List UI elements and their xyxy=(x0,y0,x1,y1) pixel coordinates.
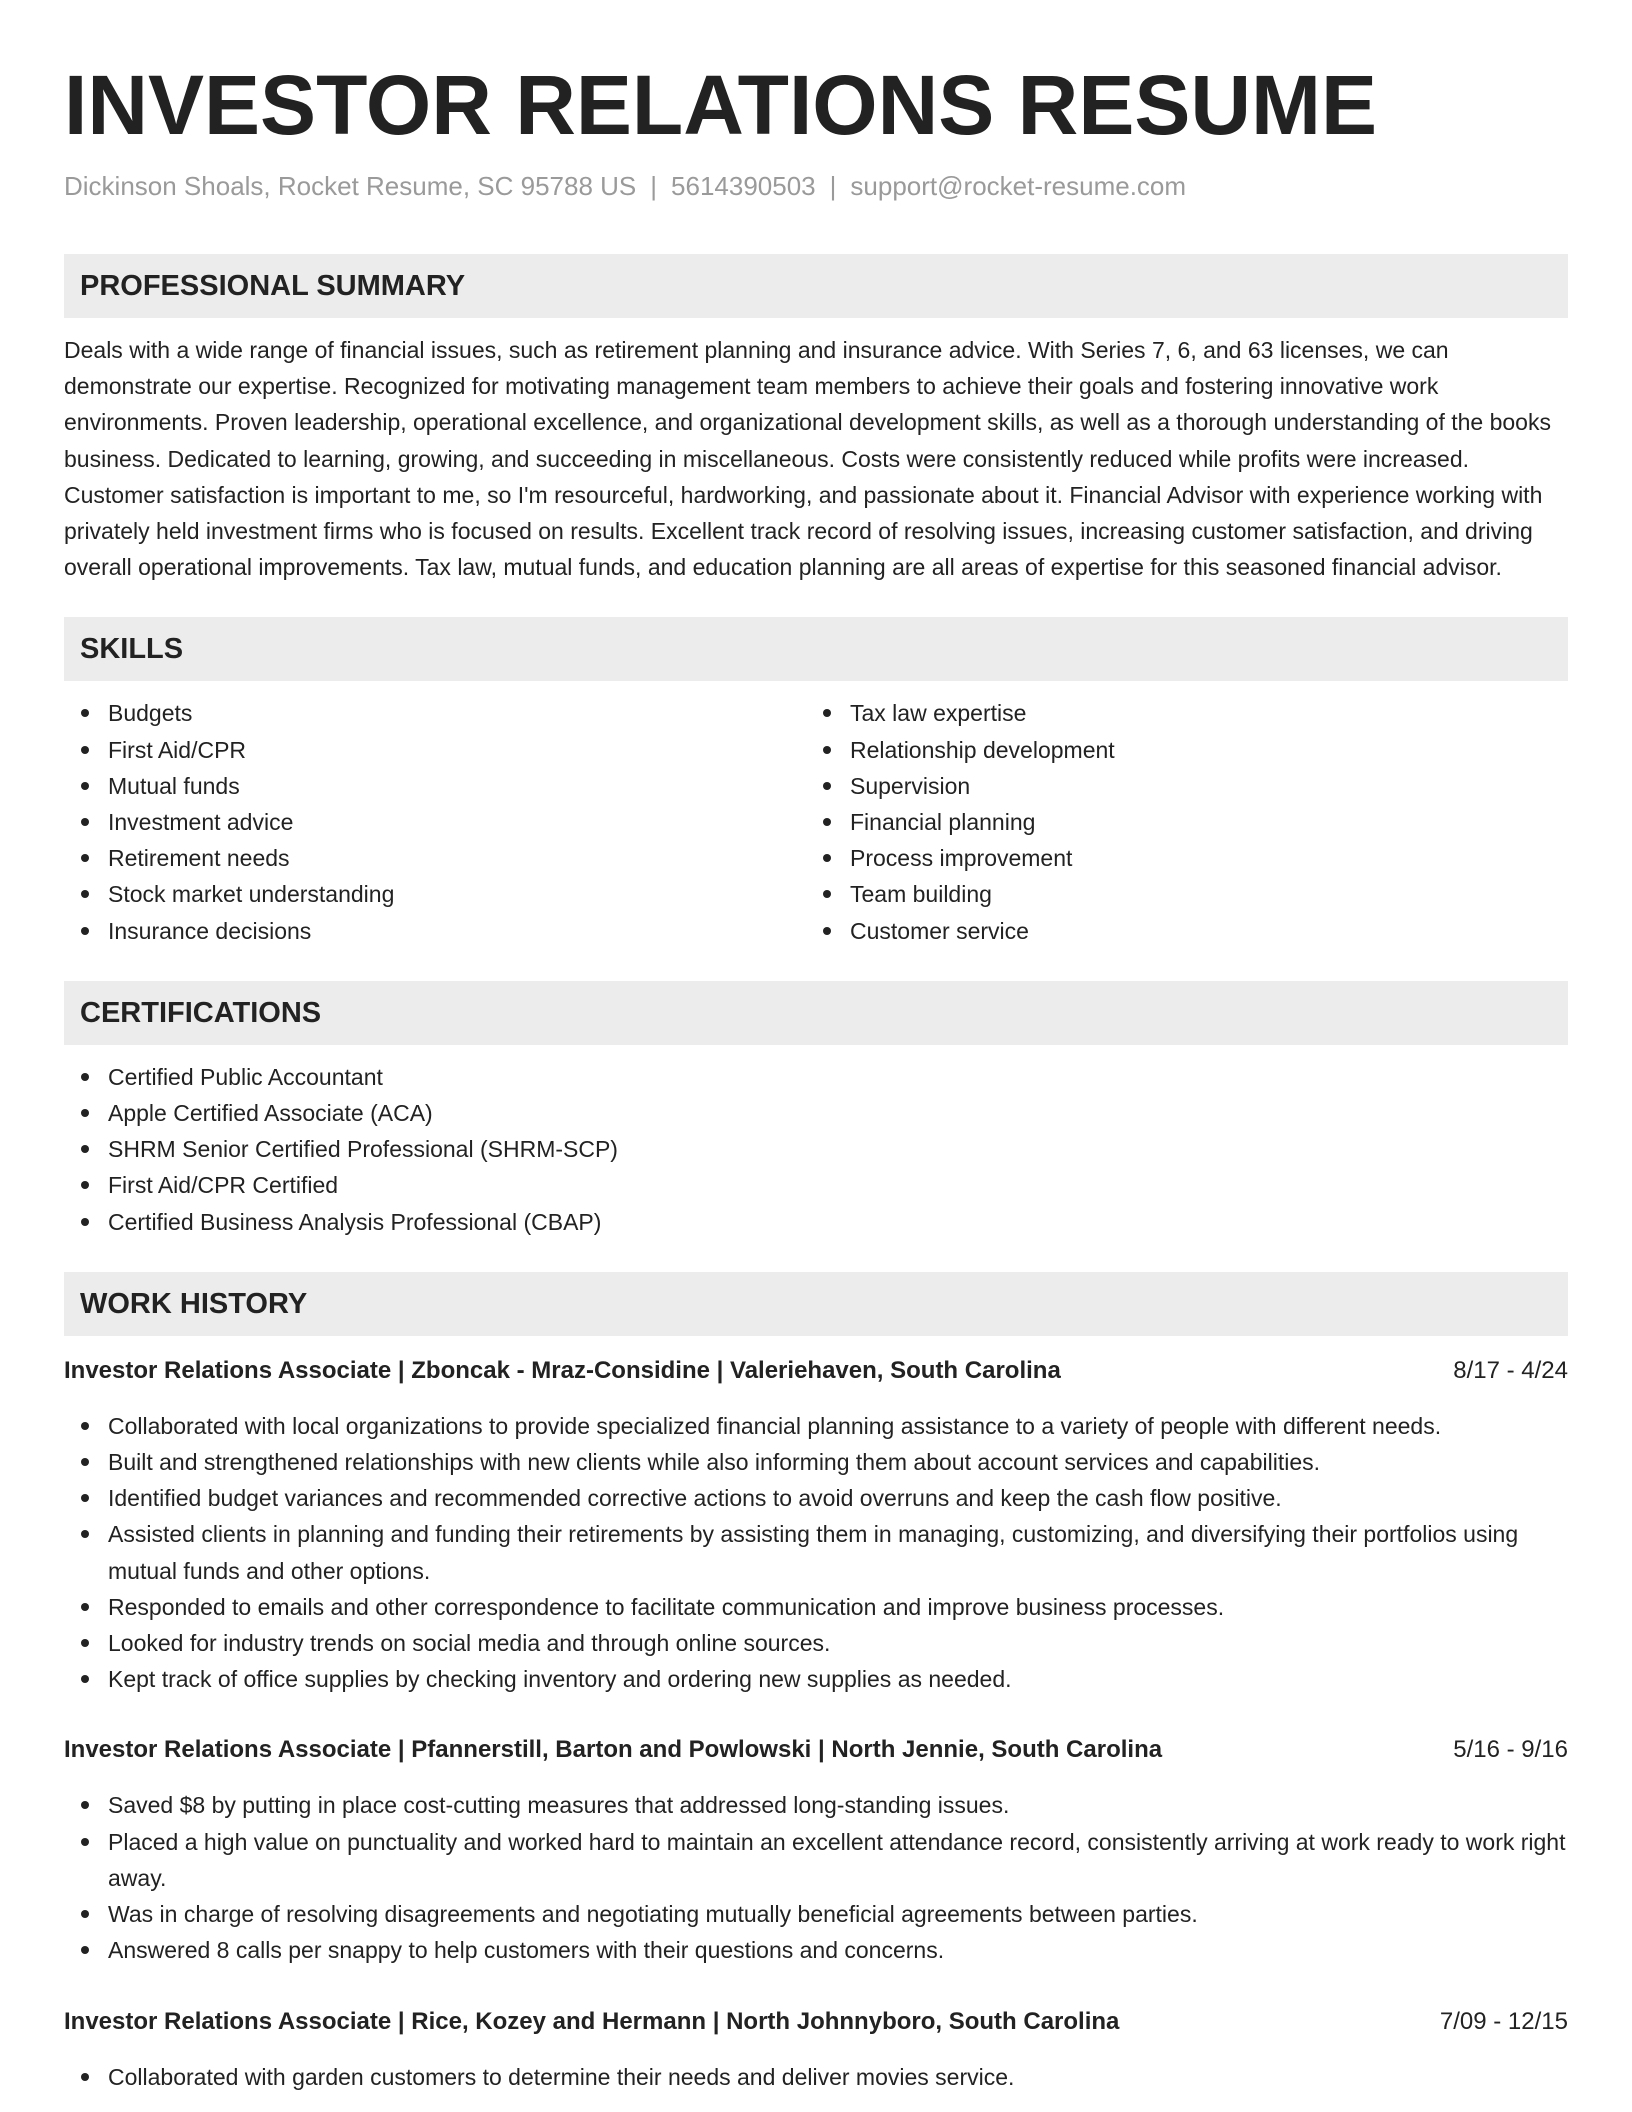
skill-item: Financial planning xyxy=(806,804,1548,840)
job-bullet: Collaborated with garden customers to determine their needs and deliver movies service. xyxy=(64,2059,1568,2095)
job-bullets xyxy=(64,1408,1568,1698)
job-bullet: Built and strengthened relationships with new clients while also informing them about account services and capabilities. xyxy=(64,1444,1568,1480)
certification-item: First Aid/CPR Certified xyxy=(64,1167,1568,1203)
job-title: Investor Relations Associate | Zboncak - Mraz-Considine | Valeriehaven, South Carolina xyxy=(64,1356,1061,1384)
skills-list-left xyxy=(64,695,806,948)
job-bullet: Assisted clients in planning and funding their retirements by assisting them in managing, customizing, and diversifying their portfolios using mutual funds and other options. xyxy=(64,1516,1568,1588)
job-bullet: Saved $8 by putting in place cost-cutting measures that addressed long-standing issues. xyxy=(64,1787,1568,1823)
skill-item: Budgets xyxy=(64,695,806,731)
summary-text: Deals with a wide range of financial issues, such as retirement planning and insurance advice. With Series 7, 6, and 63 licenses, we can demonstrate our expertise. Recognized for motivating management team members to achieve their goals and fostering innovative work environments. Proven leadership, operational excellence, and organizational development skills, as well as a thorough understanding of the books business. Dedicated to learning, growing, and succeeding in miscellaneous. Costs were consistently reduced while profits were increased. Customer satisfaction is important to me, so I'm resourceful, hardworking, and passionate about it. Financial Advisor with experience working with privately held investment firms who is focused on results. Excellent track record of resolving issues, increasing customer satisfaction, and driving overall operational improvements. Tax law, mutual funds, and education planning are all areas of expertise for this seasoned financial advisor. xyxy=(64,337,1551,581)
job-bullet: Answered 8 calls per snappy to help customers with their questions and concerns. xyxy=(64,1932,1568,1968)
job-bullet: Responded to emails and other correspondence to facilitate communication and improve business processes. xyxy=(64,1589,1568,1625)
resume-page xyxy=(64,50,1568,2095)
job-dates: 5/16 - 9/16 xyxy=(1453,1736,1568,1764)
skill-item: Tax law expertise xyxy=(806,695,1548,731)
contact-phone: 5614390503 xyxy=(671,171,816,201)
certification-item: SHRM Senior Certified Professional (SHRM-SCP) xyxy=(64,1131,1568,1167)
job-title: Investor Relations Associate | Rice, Kozey and Hermann | North Johnnyboro, South Carolina xyxy=(64,2007,1120,2035)
job-bullets xyxy=(64,1787,1568,1968)
job-bullets xyxy=(64,2059,1568,2095)
job-bullet: Was in charge of resolving disagreements and negotiating mutually beneficial agreements between parties. xyxy=(64,1896,1568,1932)
certification-item: Certified Public Accountant xyxy=(64,1059,1568,1095)
contact-line xyxy=(64,168,1568,204)
contact-separator: | xyxy=(829,171,837,201)
skill-item: Customer service xyxy=(806,913,1548,949)
skill-item: Supervision xyxy=(806,768,1548,804)
job-bullet: Placed a high value on punctuality and worked hard to maintain an excellent attendance record, consistently arriving at work ready to work right away. xyxy=(64,1824,1568,1896)
job-title: Investor Relations Associate | Pfannerstill, Barton and Powlowski | North Jennie, South Carolina xyxy=(64,1736,1163,1764)
job-bullet: Collaborated with local organizations to provide specialized financial planning assistance to a variety of people with different needs. xyxy=(64,1408,1568,1444)
section-header-work-history: WORK HISTORY xyxy=(64,1272,1568,1336)
skill-item: Mutual funds xyxy=(64,768,806,804)
job-header xyxy=(64,1733,1568,1767)
contact-address: Dickinson Shoals, Rocket Resume, SC 95788 US xyxy=(64,171,637,201)
resume-title: INVESTOR RELATIONS RESUME xyxy=(64,58,1378,152)
job-bullet: Identified budget variances and recommended corrective actions to avoid overruns and keep the cash flow positive. xyxy=(64,1480,1568,1516)
skill-item: Insurance decisions xyxy=(64,913,806,949)
certification-item: Certified Business Analysis Professional (CBAP) xyxy=(64,1204,1568,1240)
skill-item: Team building xyxy=(806,876,1548,912)
skills-columns xyxy=(64,695,1568,948)
job-dates: 7/09 - 12/15 xyxy=(1439,2007,1568,2035)
job-header xyxy=(64,2005,1568,2039)
skill-item: Stock market understanding xyxy=(64,876,806,912)
section-header-skills: SKILLS xyxy=(64,617,1568,681)
skill-item: Retirement needs xyxy=(64,840,806,876)
skill-item: Process improvement xyxy=(806,840,1548,876)
skill-item: Relationship development xyxy=(806,732,1548,768)
skill-item: Investment advice xyxy=(64,804,806,840)
skill-item: First Aid/CPR xyxy=(64,732,806,768)
job-dates: 8/17 - 4/24 xyxy=(1453,1356,1568,1384)
section-header-summary: PROFESSIONAL SUMMARY xyxy=(64,254,1568,318)
section-header-certifications: CERTIFICATIONS xyxy=(64,981,1568,1045)
job-bullet: Kept track of office supplies by checking inventory and ordering new supplies as needed. xyxy=(64,1661,1568,1697)
skills-list-right xyxy=(806,695,1548,948)
certification-item: Apple Certified Associate (ACA) xyxy=(64,1095,1568,1131)
contact-email: support@rocket-resume.com xyxy=(850,171,1187,201)
contact-separator: | xyxy=(650,171,658,201)
job-header xyxy=(64,1354,1568,1388)
certifications-list xyxy=(64,1059,1568,1240)
job-bullet: Looked for industry trends on social media and through online sources. xyxy=(64,1625,1568,1661)
